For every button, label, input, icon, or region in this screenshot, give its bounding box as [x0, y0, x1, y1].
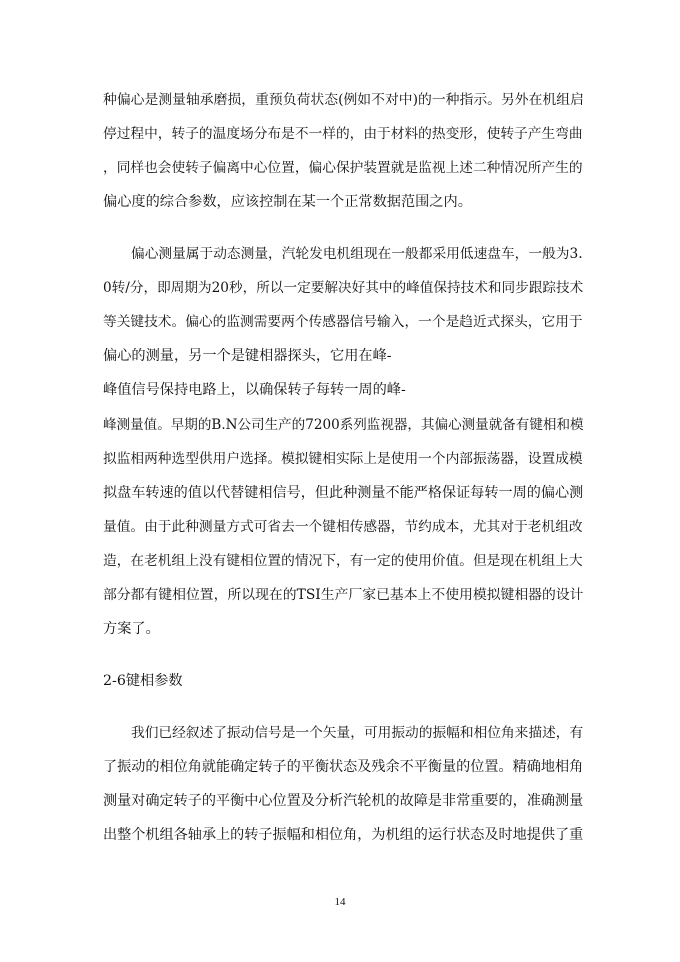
text-line: 等关键技术。偏心的监测需要两个传感器信号输入，一个是趋近式探头，它用于 [103, 314, 583, 330]
text-line: 拟盘车转速的值以代替键相信号，但此种测量不能严格保证每转一周的偏心测 [103, 485, 584, 501]
section-heading: 2-6键相参数 [103, 673, 183, 689]
text-line: ，同样也会使转子偏离中心位置，偏心保护装置就是监视上述二种情况所产生的 [103, 160, 583, 176]
text-line: 偏心测量属于动态测量，汽轮发电机组现在一般都采用低速盘车，一般为3. [131, 246, 583, 262]
text-line: 拟监相两种选型供用户选择。模拟键相实际上是使用一个内部振荡器，设置成模 [103, 451, 583, 467]
text-line: 偏心的测量，另一个是键相器探头，它用在峰- [103, 348, 392, 364]
text-line: 偏心度的综合参数，应该控制在某一个正常数据范围之内。 [103, 194, 472, 210]
text-line: 测量对确定转子的平衡中心位置及分析汽轮机的故障是非常重要的，准确测量 [103, 793, 584, 809]
text-line: 峰值信号保持电路上，以确保转子每转一周的峰- [103, 382, 406, 398]
text-line: 方案了。 [103, 621, 160, 637]
text-line: 了振动的相位角就能确定转子的平衡状态及残余不平衡量的位置。精确地相角 [103, 759, 584, 775]
text-line: 造，在老机组上没有键相位置的情况下，有一定的使用价值。但是现在机组上大 [103, 553, 583, 569]
text-line: 量值。由于此种测量方式可省去一个键相传感器，节约成本，尤其对于老机组改 [103, 519, 583, 535]
text-line: 出整个机组各轴承上的转子振幅和相位角，为机组的运行状态及时地提供了重 [103, 827, 584, 843]
text-line: 0转/分，即周期为20秒，所以一定要解决好其中的峰值保持技术和同步跟踪技术 [103, 280, 584, 296]
text-line: 部分都有键相位置，所以现在的TSI生产厂家已基本上不使用模拟键相器的设计 [103, 587, 584, 603]
text-line: 停过程中，转子的温度场分布是不一样的，由于材料的热变形，使转子产生弯曲 [103, 126, 583, 142]
text-line: 峰测量值。早期的B.N公司生产的7200系列监视器，其偏心测量就备有键相和模 [103, 417, 584, 433]
text-line: 我们已经叙述了振动信号是一个矢量，可用振动的振幅和相位角来描述，有 [131, 725, 584, 741]
text-line: 种偏心是测量轴承磨损，重预负荷状态(例如不对中)的一种指示。另外在机组启 [103, 92, 584, 108]
page-number: 14 [334, 896, 346, 908]
